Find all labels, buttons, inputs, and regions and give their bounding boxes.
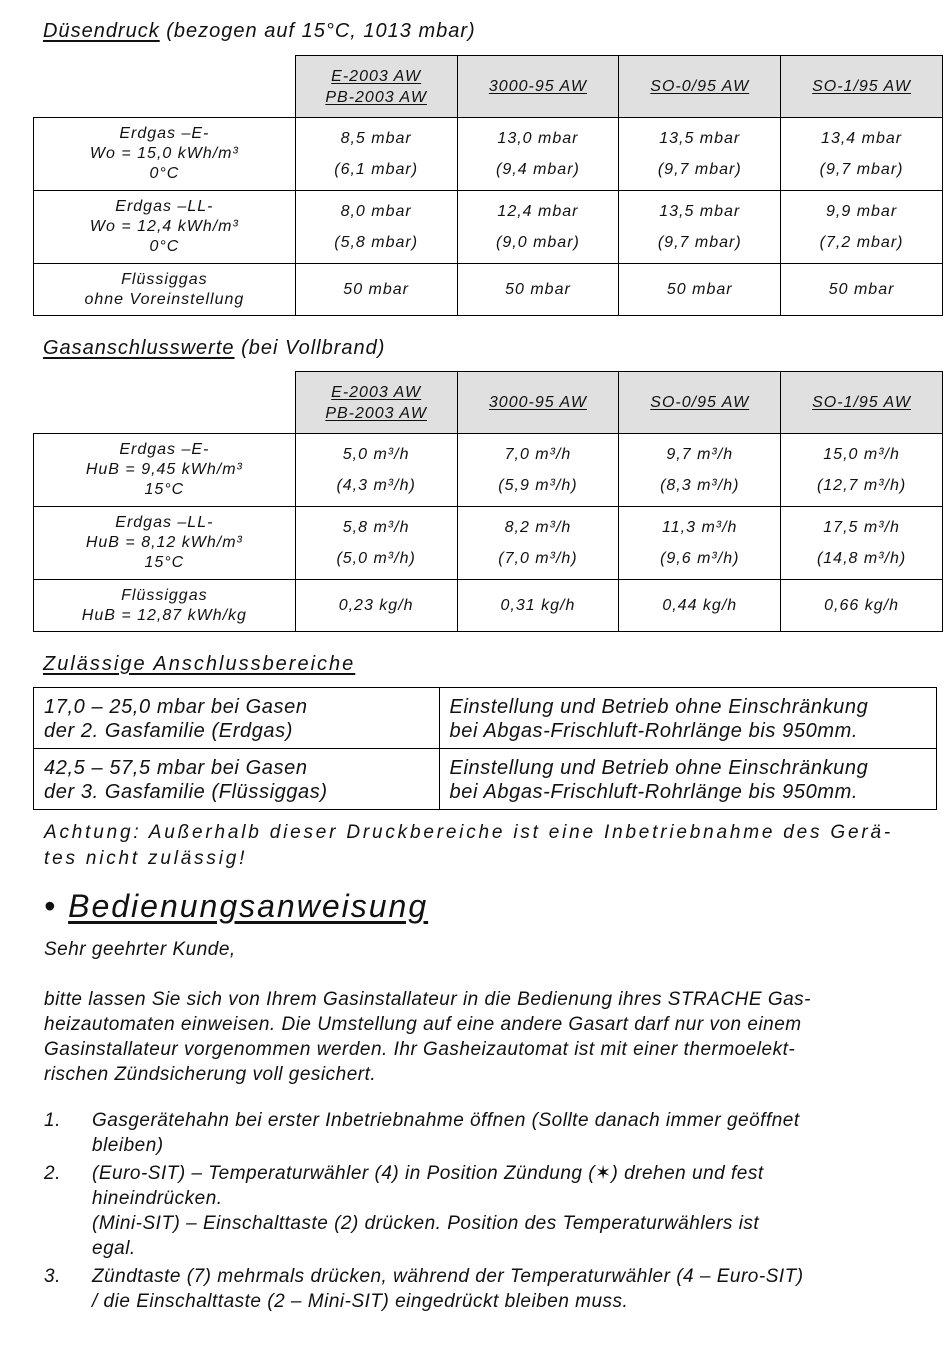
- table-cell: 50 mbar: [457, 264, 619, 316]
- table-cell: 8,2 m³/h (7,0 m³/h): [457, 507, 619, 580]
- table-cell: 7,0 m³/h (5,9 m³/h): [457, 434, 619, 507]
- pressure-table: [33, 55, 943, 316]
- steps-list: [44, 1108, 924, 1317]
- connection-heading-subtitle: (bei Vollbrand): [234, 337, 386, 359]
- warning-text: Achtung: Außerhalb dieser Druckbereiche ist eine Inbetriebnahme des Gerä- tes nicht zulässig!: [44, 822, 893, 869]
- table-row: [34, 580, 943, 632]
- ranges-heading: [43, 653, 355, 676]
- table-cell: 9,7 m³/h (8,3 m³/h): [619, 434, 781, 507]
- bullet-icon: •: [44, 888, 58, 924]
- range-note-cell: Einstellung und Betrieb ohne Einschränkung bei Abgas-Frischluft-Rohrlänge bis 950mm.: [439, 688, 936, 749]
- row-label: Flüssiggas ohne Voreinstellung: [34, 264, 296, 316]
- list-item: 2. (Euro-SIT) – Temperaturwähler (4) in Position Zündung (✶) drehen und fest hineindrücken. (Mini-SIT) – Einschalttaste (2) drücken. Position des Temperaturwählers ist egal.: [44, 1163, 764, 1259]
- connection-heading-title: Gasanschlusswerte: [43, 337, 235, 359]
- intro-paragraph: bitte lassen Sie sich von Ihrem Gasinstallateur in die Bedienung ihres STRACHE Gas- heizautomaten einweisen. Die Umstellung auf eine andere Gasart darf nur von einem Gasinstallateur vorgenommen werden. Ihr Gasheizautomat ist mit einer thermoelekt- rischen Zündsicherung voll gesichert.: [44, 989, 812, 1085]
- model-header: SO-0/95 AW: [619, 56, 781, 118]
- row-label: Flüssiggas HuB = 12,87 kWh/kg: [34, 580, 296, 632]
- table-row: [34, 118, 943, 191]
- table-cell: 13,4 mbar (9,7 mbar): [781, 118, 943, 191]
- row-label: Erdgas –E- HuB = 9,45 kWh/m³ 15°C: [34, 434, 296, 507]
- table-cell: 13,5 mbar (9,7 mbar): [619, 118, 781, 191]
- table-cell: 50 mbar: [295, 264, 457, 316]
- table-cell: 15,0 m³/h (12,7 m³/h): [781, 434, 943, 507]
- table-cell: 0,31 kg/h: [457, 580, 619, 632]
- model-header: 3000-95 AW: [457, 56, 619, 118]
- ranges-heading-title: Zulässige Anschlussbereiche: [43, 653, 356, 675]
- ranges-table: [33, 687, 937, 810]
- table-cell: 5,8 m³/h (5,0 m³/h): [295, 507, 457, 580]
- pressure-heading: [43, 20, 476, 43]
- spark-icon: ✶: [595, 1163, 612, 1184]
- range-cell: 42,5 – 57,5 mbar bei Gasen der 3. Gasfamilie (Flüssiggas): [34, 749, 440, 810]
- row-label: Erdgas –LL- Wo = 12,4 kWh/m³ 0°C: [34, 191, 296, 264]
- table-cell: 13,5 mbar (9,7 mbar): [619, 191, 781, 264]
- list-item: 1. Gasgerätehahn bei erster Inbetriebnahme öffnen (Sollte danach immer geöffnet bleiben): [44, 1110, 800, 1156]
- table-cell: 50 mbar: [781, 264, 943, 316]
- table-cell: 9,9 mbar (7,2 mbar): [781, 191, 943, 264]
- table-cell: 11,3 m³/h (9,6 m³/h): [619, 507, 781, 580]
- table-row: [34, 434, 943, 507]
- table-row: [34, 749, 937, 810]
- model-header: SO-0/95 AW: [619, 372, 781, 434]
- model-header: SO-1/95 AW: [781, 372, 943, 434]
- table-row: [34, 191, 943, 264]
- table-row: [34, 507, 943, 580]
- pressure-heading-title: Düsendruck: [43, 20, 160, 42]
- table-cell: 0,44 kg/h: [619, 580, 781, 632]
- model-header: E-2003 AW PB-2003 AW: [295, 56, 457, 118]
- table-cell: 8,5 mbar (6,1 mbar): [295, 118, 457, 191]
- model-header: SO-1/95 AW: [781, 56, 943, 118]
- table-cell: 0,66 kg/h: [781, 580, 943, 632]
- table-cell: 17,5 m³/h (14,8 m³/h): [781, 507, 943, 580]
- connection-table: [33, 371, 943, 632]
- table-cell: 12,4 mbar (9,0 mbar): [457, 191, 619, 264]
- table-cell: 13,0 mbar (9,4 mbar): [457, 118, 619, 191]
- table-cell: 8,0 mbar (5,8 mbar): [295, 191, 457, 264]
- table-cell: 0,23 kg/h: [295, 580, 457, 632]
- range-note-cell: Einstellung und Betrieb ohne Einschränkung bei Abgas-Frischluft-Rohrlänge bis 950mm.: [439, 749, 936, 810]
- table-row: [34, 264, 943, 316]
- table-cell: 5,0 m³/h (4,3 m³/h): [295, 434, 457, 507]
- range-cell: 17,0 – 25,0 mbar bei Gasen der 2. Gasfamilie (Erdgas): [34, 688, 440, 749]
- model-header: E-2003 AW PB-2003 AW: [295, 372, 457, 434]
- model-header: 3000-95 AW: [457, 372, 619, 434]
- instructions-title: • Bedienungsanweisung: [44, 888, 429, 924]
- list-item: 3. Zündtaste (7) mehrmals drücken, während der Temperaturwähler (4 – Euro-SIT) / die Einschalttaste (2 – Mini-SIT) eingedrückt bleiben muss.: [44, 1266, 804, 1312]
- table-row: [34, 688, 937, 749]
- connection-heading: [43, 337, 385, 360]
- greeting: Sehr geehrter Kunde,: [44, 939, 236, 960]
- row-label: Erdgas –LL- HuB = 8,12 kWh/m³ 15°C: [34, 507, 296, 580]
- pressure-heading-subtitle: (bezogen auf 15°C, 1013 mbar): [159, 20, 476, 42]
- table-cell: 50 mbar: [619, 264, 781, 316]
- row-label: Erdgas –E- Wo = 15,0 kWh/m³ 0°C: [34, 118, 296, 191]
